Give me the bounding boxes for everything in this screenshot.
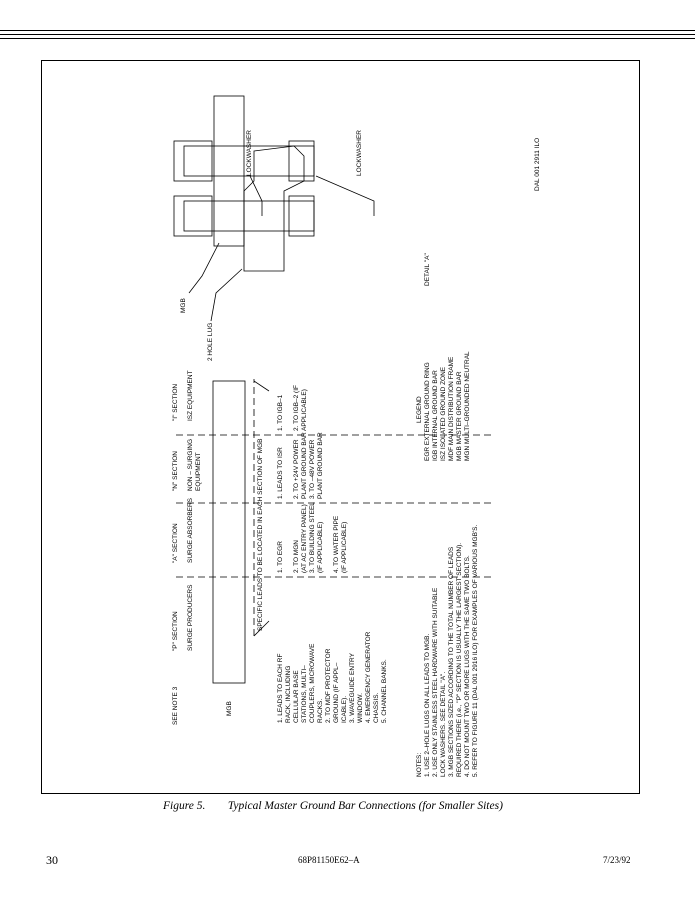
detail-bar: [214, 96, 244, 246]
note-5: 4. DO NOT MOUNT TWO OR MORE LUGS WITH THE SAME TWO BOLTS.: [464, 555, 471, 777]
p-item-5: RACKS.: [317, 698, 324, 723]
legend-1: IGB INTERNAL GROUND BAR: [432, 370, 439, 461]
figure-frame: [41, 60, 640, 794]
section-n-name: "N" SECTION: [172, 450, 179, 491]
nut-2-bottom: [289, 141, 314, 181]
p-item-11: 4. EMERGENCY GENERATOR: [365, 631, 372, 723]
p-item-10: WINDOW.: [357, 693, 364, 723]
leader-lug: [211, 269, 242, 321]
figure-caption: [163, 800, 503, 812]
detail-a-label: DETAIL "A": [424, 253, 431, 286]
specific-leads-label: SPECIFIC LEADS TO BE LOCATED IN EACH SECTION OF MGB: [257, 438, 264, 631]
section-n-subtitle-1: NON – SURGING: [187, 438, 194, 491]
bolt-1: [184, 201, 314, 231]
legend-0: EGR EXTERNAL GROUND RING: [424, 362, 431, 461]
rotated-drawing: [44, 61, 639, 791]
p-item-8: ICABLE).: [341, 695, 348, 723]
p-item-4: COUPLERS, MICROWAVE: [309, 643, 316, 723]
a-item-8: (IF APPLICABLE): [341, 521, 348, 573]
n-item-3: PLANT GROUND BAR: [301, 432, 308, 499]
p-item-9: 3. WAVEGUIDE ENTRY: [349, 653, 356, 723]
top-rule-3: [0, 38, 695, 39]
legend-3: MDF MAIN DISTRIBUTION FRAME: [448, 356, 455, 461]
detail-lockwasher-right: LOCKWASHER: [356, 130, 363, 176]
legend-4: MGB MASTER GROUND BAR: [456, 371, 463, 461]
legend-title: LEGEND: [416, 396, 423, 423]
figure-title: Typical Master Ground Bar Connections (for Smaller Sites): [227, 800, 503, 812]
p-item-12: CHASSIS.: [373, 692, 380, 723]
n-item-2: 2. TO +24V POWER: [293, 439, 300, 499]
note-0: 1. USE 2–HOLE LUGS ON ALL LEADS TO MGB.: [424, 633, 431, 777]
detail-lockwasher-left: LOCKWASHER: [246, 130, 253, 176]
nut-1-bottom: [289, 196, 314, 236]
section-a-subtitle: SURGE ABSORBERS: [187, 497, 194, 563]
note-1: 2. USE ONLY STAINLESS STEEL HARDWARE WITH SUITABLE: [432, 587, 439, 777]
n-item-0: 1. LEADS TO ISR: [277, 447, 284, 499]
p-item-6: 2. TO MDF PROTECTOR: [325, 648, 332, 723]
a-item-5: (IF APPLICABLE): [317, 521, 324, 573]
a-item-0: 1. TO EGR: [277, 541, 284, 573]
i-item-3: APPLICABLE): [301, 389, 308, 431]
leader-lockwasher-left: [250, 176, 262, 216]
doc-number: 68P81150E62–A: [298, 855, 360, 865]
p-item-0: 1. LEADS TO EACH RF: [277, 653, 284, 723]
section-i-name: "I" SECTION: [172, 383, 179, 421]
footer-date: 7/23/92: [603, 855, 631, 865]
leader-mgb: [189, 243, 219, 293]
note-6: 5. REFER TO FIGURE 11 (DAL 001 2916 ILO) FOR EXAMPLES OF VARIOUS MGB'S.: [472, 524, 479, 777]
page-number: 30: [46, 853, 58, 867]
leads-divider-2: [254, 381, 269, 391]
top-rule: [0, 30, 695, 31]
section-n-subtitle-2: EQUIPMENT: [195, 452, 202, 491]
p-item-13: 5. CHANNEL BANKS.: [381, 659, 388, 723]
top-rule-2: [0, 34, 695, 35]
drawing-lines: [44, 61, 639, 791]
mgb-bar: [213, 381, 245, 683]
a-item-3: (AT AC ENTRY PANEL): [301, 504, 308, 573]
p-item-7: GROUND (IF APPL–: [333, 662, 340, 723]
a-item-2: 2. TO MGN: [293, 540, 300, 573]
i-item-0: 1. TO IGB–1: [277, 394, 284, 431]
section-i-subtitle: ISZ EQUIPMENT: [187, 370, 194, 421]
figure-label: Figure 5.: [163, 800, 206, 812]
p-item-1: RACK, INCLUDING: [285, 665, 292, 723]
drawing-id: DAL 001 2911 ILO: [534, 137, 541, 191]
note-3: 3. MGB SECTIONS SIZED ACCORDING TO THE TOTAL NUMBER OF LEADS: [448, 546, 455, 777]
section-p-subtitle: SURGE PRODUCERS: [187, 584, 194, 651]
detail-mgb-label: MGB: [180, 298, 187, 313]
a-item-7: 4. TO WATER PIPE: [333, 515, 340, 573]
n-item-5: PLANT GROUND BAR: [317, 432, 324, 499]
i-item-2: 2. TO IGB–2 (IF: [293, 385, 300, 431]
a-item-4: 3. TO BUILDING STEEL: [309, 502, 316, 573]
leader-lockwasher-right: [316, 176, 374, 216]
section-a-name: "A" SECTION: [172, 523, 179, 563]
notes-title: NOTES:: [416, 752, 423, 777]
p-item-3: STATIONS, MULTI–: [301, 665, 308, 723]
legend-5: MGN MULTI–GROUNDED NEUTRAL: [464, 351, 471, 461]
note-4: REQUIRED THERE (i.e., "P" SECTION IS USUALLY THE LARGEST SECTION).: [456, 542, 463, 777]
p-item-2: CELLULAR BASE: [293, 670, 300, 723]
nut-2-top: [174, 141, 212, 181]
legend-2: ISZ ISOLATED GROUND ZONE: [440, 366, 447, 461]
see-note: SEE NOTE 3: [172, 686, 179, 725]
n-item-4: 3. TO –48V POWER: [309, 439, 316, 499]
mgb-label: MGB: [226, 701, 233, 716]
section-p-name: "P" SECTION: [172, 611, 179, 651]
note-2: LOCK WASHERS. SEE DETAIL "A".: [440, 671, 447, 777]
nut-1-top: [174, 196, 212, 236]
detail-lug-label: 2 HOLE LUG: [207, 322, 214, 361]
